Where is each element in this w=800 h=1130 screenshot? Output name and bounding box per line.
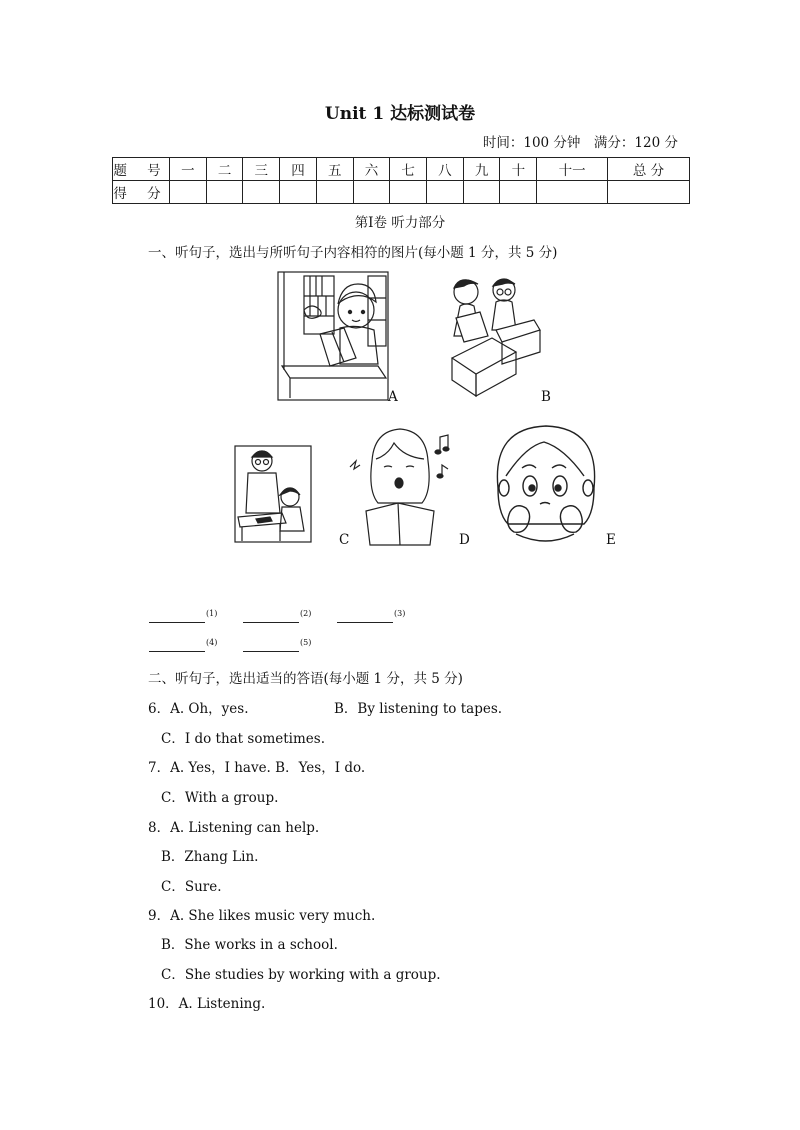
score-cell[interactable] [390,181,427,204]
blank-number: (5) [300,638,312,647]
score-cell[interactable] [170,181,207,204]
column-header: 四 [280,158,317,181]
answer-blank-1[interactable] [149,622,205,623]
answer-blank-2[interactable] [243,622,299,623]
section-heading: 二、听句子，选出适当的答语(每小题 1 分，共 5 分) [148,671,463,687]
score-table [112,157,690,204]
blank-number: (4) [206,638,218,647]
picture-label-a: A [388,389,398,405]
row-label: 得 分 [113,181,170,204]
question-option: B．Zhang Lin. [161,849,259,865]
blank-number: (2) [300,609,312,618]
question-option: C．I do that sometimes. [161,731,325,747]
exam-meta: 时间：100 分钟 满分：120 分 [482,135,678,151]
question-option: 6．A. Oh，yes. [148,701,249,717]
column-header: 总 分 [608,158,690,181]
score-cell[interactable] [316,181,353,204]
picture-label-d: D [459,532,470,548]
question-option: 8．A. Listening can help. [148,820,320,836]
score-cell[interactable] [537,181,608,204]
section-heading: 一、听句子，选出与所听句子内容相符的图片(每小题 1 分，共 5 分) [148,245,558,261]
column-header: 八 [427,158,464,181]
worried-face-picture [490,422,600,548]
question-option: C．With a group. [161,790,279,806]
score-cell[interactable] [353,181,390,204]
two-boys-picture [444,270,544,402]
column-header: 三 [243,158,280,181]
column-header: 二 [206,158,243,181]
teacher-student-picture [234,445,312,543]
column-header: 十一 [537,158,608,181]
table-row [113,158,690,181]
question-option: C．She studies by working with a group. [161,967,441,983]
question-option: C．Sure. [161,879,222,895]
question-option: 9．A. She likes music very much. [148,908,376,924]
column-header: 六 [353,158,390,181]
blank-number: (3) [394,609,406,618]
girl-singing-picture [344,425,456,547]
score-cell[interactable] [280,181,317,204]
question-option: 7．A. Yes，I have. B．Yes，I do. [148,760,366,776]
score-cell[interactable] [500,181,537,204]
question-option: B．By listening to tapes. [334,701,503,717]
score-cell[interactable] [243,181,280,204]
question-option: 10．A. Listening. [148,996,266,1012]
blank-number: (1) [206,609,218,618]
column-header: 七 [390,158,427,181]
picture-label-e: E [606,532,616,548]
column-header: 五 [316,158,353,181]
score-cell[interactable] [608,181,690,204]
picture-label-b: B [541,389,551,405]
answer-blank-4[interactable] [149,651,205,652]
boy-reading-picture [276,270,391,402]
answer-blank-5[interactable] [243,651,299,652]
score-cell[interactable] [427,181,464,204]
score-cell[interactable] [206,181,243,204]
question-option: B．She works in a school. [161,937,338,953]
score-cell[interactable] [463,181,500,204]
table-row [113,181,690,204]
column-header: 九 [463,158,500,181]
answer-blank-3[interactable] [337,622,393,623]
column-header: 一 [170,158,207,181]
page-title: Unit 1 达标测试卷 [324,104,476,124]
part-title: 第Ⅰ卷 听力部分 [354,215,446,231]
column-header: 十 [500,158,537,181]
row-label: 题 号 [113,158,170,181]
picture-label-c: C [339,532,350,548]
